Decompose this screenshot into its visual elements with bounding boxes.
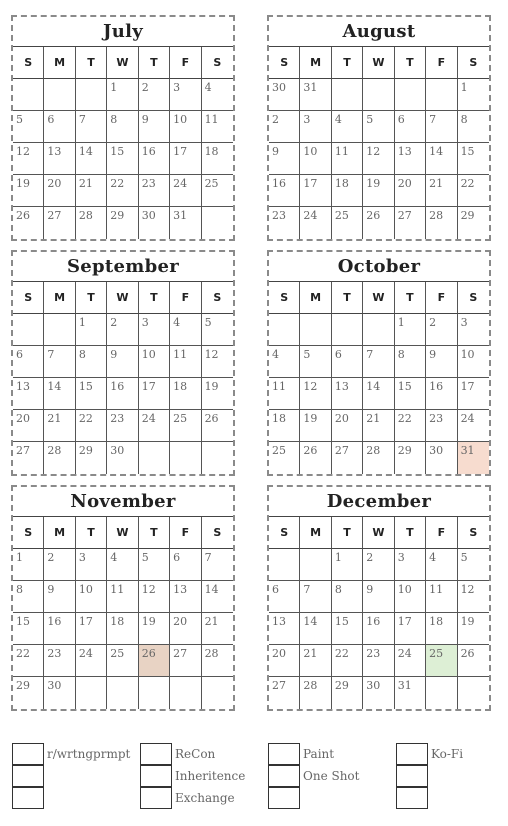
day-cell bbox=[139, 677, 170, 709]
month-november bbox=[11, 485, 235, 711]
day-cell: 19 bbox=[202, 378, 233, 410]
day-cell: 6 bbox=[13, 346, 44, 378]
day-cell: 2 bbox=[139, 79, 170, 111]
day-cell: 16 bbox=[269, 175, 300, 207]
day-cell: 9 bbox=[269, 143, 300, 175]
day-cell: 1 bbox=[395, 314, 426, 346]
day-cell: 19 bbox=[139, 613, 170, 645]
day-cell: 2 bbox=[363, 549, 394, 581]
day-cell: 2 bbox=[107, 314, 138, 346]
day-cell: 6 bbox=[269, 581, 300, 613]
weekday-header: S bbox=[202, 517, 233, 549]
weekday-header: M bbox=[44, 282, 75, 314]
day-cell: 14 bbox=[363, 378, 394, 410]
day-cell: 3 bbox=[395, 549, 426, 581]
day-cell: 23 bbox=[44, 645, 75, 677]
day-cell: 27 bbox=[13, 442, 44, 474]
day-cell: 11 bbox=[269, 378, 300, 410]
day-cell: 2 bbox=[269, 111, 300, 143]
day-cell: 18 bbox=[202, 143, 233, 175]
day-cell: 11 bbox=[170, 346, 201, 378]
legend-checkbox[interactable] bbox=[140, 765, 172, 787]
day-cell: 24 bbox=[395, 645, 426, 677]
day-cell: 18 bbox=[107, 613, 138, 645]
legend-checkbox[interactable] bbox=[396, 787, 428, 809]
day-cell: 3 bbox=[300, 111, 331, 143]
day-cell: 22 bbox=[76, 410, 107, 442]
legend-checkbox[interactable] bbox=[12, 787, 44, 809]
legend-label: Inheritence bbox=[175, 769, 246, 783]
month-title: October bbox=[269, 252, 489, 282]
day-cell: 19 bbox=[13, 175, 44, 207]
day-cell bbox=[44, 314, 75, 346]
day-cell bbox=[363, 79, 394, 111]
day-cell: 20 bbox=[269, 645, 300, 677]
day-cell: 21 bbox=[76, 175, 107, 207]
day-cell: 17 bbox=[76, 613, 107, 645]
day-cell: 17 bbox=[395, 613, 426, 645]
weekday-header: F bbox=[170, 47, 201, 79]
day-cell: 21 bbox=[300, 645, 331, 677]
day-cell: 6 bbox=[395, 111, 426, 143]
day-cell bbox=[426, 677, 457, 709]
day-cell: 23 bbox=[426, 410, 457, 442]
day-cell: 12 bbox=[363, 143, 394, 175]
day-cell: 19 bbox=[458, 613, 489, 645]
weekday-header: T bbox=[395, 47, 426, 79]
weekday-header: T bbox=[332, 282, 363, 314]
day-cell: 14 bbox=[300, 613, 331, 645]
month-title: August bbox=[269, 17, 489, 47]
day-cell: 29 bbox=[13, 677, 44, 709]
day-cell: 30 bbox=[426, 442, 457, 474]
weekday-header: S bbox=[202, 282, 233, 314]
legend-checkbox[interactable] bbox=[396, 743, 428, 765]
day-cell: 20 bbox=[332, 410, 363, 442]
month-grid bbox=[269, 282, 489, 474]
day-cell: 29 bbox=[460, 209, 475, 222]
day-cell bbox=[202, 677, 233, 709]
weekday-header: T bbox=[395, 282, 426, 314]
day-cell bbox=[332, 79, 363, 111]
day-cell: 25 bbox=[269, 442, 300, 474]
day-cell: 9 bbox=[426, 346, 457, 378]
day-cell bbox=[269, 314, 300, 346]
day-cell: 24 bbox=[139, 410, 170, 442]
day-cell bbox=[107, 677, 138, 709]
weekday-header: W bbox=[363, 47, 394, 79]
day-cell: 17 bbox=[300, 175, 331, 207]
day-cell: 18 bbox=[170, 378, 201, 410]
weekday-header: S bbox=[269, 47, 300, 79]
weekday-header: M bbox=[300, 517, 331, 549]
day-cell: 17 bbox=[170, 143, 201, 175]
day-cell: 31 bbox=[395, 677, 426, 709]
day-cell: 24 bbox=[458, 410, 489, 442]
day-cell: 16 bbox=[139, 143, 170, 175]
day-cell: 16 bbox=[363, 613, 394, 645]
day-cell: 21 bbox=[202, 613, 233, 645]
month-grid bbox=[13, 517, 233, 709]
day-cell: 3 bbox=[170, 79, 201, 111]
day-cell: 21 bbox=[426, 175, 457, 207]
day-cell: 13 bbox=[269, 613, 300, 645]
weekday-header: F bbox=[170, 282, 201, 314]
weekday-header: M bbox=[44, 47, 75, 79]
day-cell bbox=[170, 442, 201, 474]
day-cell: 3 bbox=[139, 314, 170, 346]
day-cell: 18 bbox=[426, 613, 457, 645]
day-cell: 10 bbox=[76, 581, 107, 613]
day-cell bbox=[269, 549, 300, 581]
day-cell: 4 bbox=[170, 314, 201, 346]
day-cell: 14 bbox=[426, 143, 457, 175]
weekday-header: W bbox=[107, 282, 138, 314]
day-cell: 28 bbox=[44, 442, 75, 474]
day-cell: 29 bbox=[332, 677, 363, 709]
day-cell: 7 bbox=[76, 111, 107, 143]
day-cell: 16 bbox=[44, 613, 75, 645]
day-cell: 25 bbox=[107, 645, 138, 677]
day-cell: 21 bbox=[44, 410, 75, 442]
day-cell: 6 bbox=[332, 346, 363, 378]
day-cell: 8 bbox=[332, 581, 363, 613]
day-cell: 17 bbox=[458, 378, 489, 410]
day-cell: 22 bbox=[458, 175, 489, 207]
day-cell: 5 bbox=[363, 111, 394, 143]
legend-checkbox[interactable] bbox=[268, 787, 300, 809]
day-cell: 6 bbox=[44, 111, 75, 143]
legend-label: ReCon bbox=[175, 747, 216, 761]
day-cell: 13 bbox=[44, 143, 75, 175]
day-cell: 25 bbox=[202, 175, 233, 207]
weekday-header: S bbox=[458, 282, 489, 314]
day-cell: 10 bbox=[395, 581, 426, 613]
weekday-header: S bbox=[458, 517, 489, 549]
day-cell: 1 bbox=[107, 79, 138, 111]
day-cell: 5 bbox=[300, 346, 331, 378]
month-july bbox=[11, 15, 235, 241]
weekday-header: F bbox=[426, 47, 457, 79]
day-cell: 11 bbox=[426, 581, 457, 613]
day-cell bbox=[202, 442, 233, 474]
month-title: September bbox=[13, 252, 233, 282]
day-cell: 26 bbox=[363, 207, 394, 239]
day-cell: 4 bbox=[269, 346, 300, 378]
day-cell: 27 bbox=[170, 645, 201, 677]
day-cell: 15 bbox=[107, 143, 138, 175]
day-cell: 14 bbox=[44, 378, 75, 410]
day-cell: 18 bbox=[269, 410, 300, 442]
month-grid bbox=[13, 47, 233, 239]
day-cell: 8 bbox=[13, 581, 44, 613]
day-cell: 7 bbox=[202, 549, 233, 581]
day-cell: 12 bbox=[139, 581, 170, 613]
day-cell: 13 bbox=[332, 378, 363, 410]
month-december bbox=[267, 485, 491, 711]
day-cell: 24 bbox=[170, 175, 201, 207]
day-cell: 23 bbox=[139, 175, 170, 207]
day-cell: 31 bbox=[300, 79, 331, 111]
weekday-header: F bbox=[426, 517, 457, 549]
day-cell: 1 bbox=[13, 549, 44, 581]
legend-checkbox[interactable] bbox=[140, 743, 172, 765]
day-cell: 26 bbox=[139, 645, 170, 677]
day-cell: 23 bbox=[363, 645, 394, 677]
day-cell bbox=[458, 677, 489, 709]
day-cell: 8 bbox=[76, 346, 107, 378]
legend-label: Paint bbox=[303, 747, 335, 761]
day-cell: 28 bbox=[76, 207, 107, 239]
day-cell: 24 bbox=[300, 207, 331, 239]
day-cell bbox=[300, 549, 331, 581]
day-cell: 10 bbox=[139, 346, 170, 378]
day-cell: 15 bbox=[458, 143, 489, 175]
day-cell: 25 bbox=[332, 207, 363, 239]
day-cell bbox=[13, 314, 44, 346]
day-cell: 12 bbox=[300, 378, 331, 410]
day-cell: 25 bbox=[426, 645, 457, 677]
weekday-header: M bbox=[300, 47, 331, 79]
weekday-header: S bbox=[269, 282, 300, 314]
day-cell: 13 bbox=[13, 378, 44, 410]
day-cell: 29 bbox=[395, 442, 426, 474]
day-cell: 19 bbox=[300, 410, 331, 442]
day-cell: 2 bbox=[426, 314, 457, 346]
day-cell: 24 bbox=[76, 645, 107, 677]
day-cell: 26 bbox=[458, 645, 489, 677]
day-cell: 2 bbox=[44, 549, 75, 581]
day-cell: 25 bbox=[170, 410, 201, 442]
day-cell: 3 bbox=[458, 314, 489, 346]
day-cell: 30 bbox=[44, 677, 75, 709]
legend-checkbox[interactable] bbox=[268, 743, 300, 765]
day-cell: 26 bbox=[202, 410, 233, 442]
day-cell: 21 bbox=[363, 410, 394, 442]
month-grid bbox=[269, 517, 489, 709]
month-august bbox=[267, 15, 491, 241]
day-cell: 14 bbox=[76, 143, 107, 175]
day-cell bbox=[300, 314, 331, 346]
legend-label: Exchange bbox=[175, 791, 235, 805]
weekday-header: S bbox=[458, 47, 489, 79]
day-cell: 20 bbox=[170, 613, 201, 645]
day-cell: 11 bbox=[107, 581, 138, 613]
month-title: July bbox=[13, 17, 233, 47]
month-title: November bbox=[13, 487, 233, 517]
day-cell: 9 bbox=[139, 111, 170, 143]
weekday-header: T bbox=[76, 282, 107, 314]
day-cell: 1 bbox=[76, 314, 107, 346]
day-cell: 7 bbox=[363, 346, 394, 378]
day-cell: 28 bbox=[202, 645, 233, 677]
day-cell: 18 bbox=[332, 175, 363, 207]
day-cell: 1 bbox=[458, 79, 489, 111]
day-cell: 11 bbox=[332, 143, 363, 175]
day-cell: 30 bbox=[269, 79, 300, 111]
day-cell: 29 bbox=[107, 207, 138, 239]
weekday-header: T bbox=[139, 517, 170, 549]
day-cell bbox=[363, 314, 394, 346]
legend-checkbox[interactable] bbox=[268, 765, 300, 787]
weekday-header: T bbox=[332, 517, 363, 549]
day-cell: 23 bbox=[107, 410, 138, 442]
day-cell: 16 bbox=[107, 378, 138, 410]
day-cell: 8 bbox=[458, 111, 489, 143]
day-cell: 20 bbox=[395, 175, 426, 207]
month-september bbox=[11, 250, 235, 476]
weekday-header: S bbox=[13, 47, 44, 79]
day-cell bbox=[139, 442, 170, 474]
day-cell: 27 bbox=[44, 207, 75, 239]
day-cell: 17 bbox=[139, 378, 170, 410]
weekday-header: W bbox=[107, 517, 138, 549]
day-cell bbox=[426, 79, 457, 111]
day-cell: 27 bbox=[269, 677, 300, 709]
month-grid bbox=[269, 47, 489, 239]
weekday-header: T bbox=[139, 282, 170, 314]
day-cell: 9 bbox=[363, 581, 394, 613]
day-cell: 22 bbox=[332, 645, 363, 677]
weekday-header: S bbox=[269, 517, 300, 549]
day-cell: 15 bbox=[13, 613, 44, 645]
day-cell: 30 bbox=[363, 677, 394, 709]
legend-checkbox[interactable] bbox=[12, 765, 44, 787]
weekday-header: W bbox=[363, 282, 394, 314]
day-cell bbox=[13, 79, 44, 111]
day-cell: 30 bbox=[107, 442, 138, 474]
day-cell: 7 bbox=[426, 111, 457, 143]
legend-label: r/wrtngprmpt bbox=[47, 747, 131, 761]
day-cell: 6 bbox=[170, 549, 201, 581]
day-cell bbox=[76, 677, 107, 709]
day-cell bbox=[395, 79, 426, 111]
day-cell bbox=[332, 314, 363, 346]
day-cell: 22 bbox=[107, 175, 138, 207]
weekday-header: F bbox=[426, 282, 457, 314]
day-cell: 23 bbox=[269, 207, 300, 239]
day-cell: 5 bbox=[13, 111, 44, 143]
day-cell: 4 bbox=[202, 79, 233, 111]
day-cell: 3 bbox=[76, 549, 107, 581]
month-october bbox=[267, 250, 491, 476]
day-cell: 11 bbox=[202, 111, 233, 143]
day-cell: 14 bbox=[202, 581, 233, 613]
weekday-header: M bbox=[300, 282, 331, 314]
day-cell: 15 bbox=[76, 378, 107, 410]
day-cell: 28 bbox=[300, 677, 331, 709]
legend-checkbox[interactable] bbox=[396, 765, 428, 787]
day-cell: 13 bbox=[170, 581, 201, 613]
month-grid bbox=[13, 282, 233, 474]
weekday-header: T bbox=[332, 47, 363, 79]
weekday-header: W bbox=[107, 47, 138, 79]
legend-label: One Shot bbox=[303, 769, 360, 783]
day-cell: 28 bbox=[426, 207, 457, 239]
day-cell: 26 bbox=[13, 207, 44, 239]
day-cell: 1 bbox=[332, 549, 363, 581]
day-cell: 16 bbox=[426, 378, 457, 410]
day-cell: 5 bbox=[202, 314, 233, 346]
day-cell bbox=[202, 207, 233, 239]
day-cell: 7 bbox=[44, 346, 75, 378]
day-cell: 7 bbox=[300, 581, 331, 613]
day-cell: 4 bbox=[426, 549, 457, 581]
day-cell: 12 bbox=[13, 143, 44, 175]
day-cell bbox=[76, 79, 107, 111]
weekday-header: S bbox=[13, 282, 44, 314]
weekday-header: S bbox=[202, 47, 233, 79]
day-cell: 12 bbox=[202, 346, 233, 378]
day-cell: 19 bbox=[363, 175, 394, 207]
day-cell: 15 bbox=[332, 613, 363, 645]
day-cell: 15 bbox=[395, 378, 426, 410]
weekday-header: F bbox=[170, 517, 201, 549]
day-cell: 10 bbox=[300, 143, 331, 175]
day-cell: 27 bbox=[395, 207, 426, 239]
day-cell: 28 bbox=[363, 442, 394, 474]
weekday-header: S bbox=[13, 517, 44, 549]
month-title: December bbox=[269, 487, 489, 517]
weekday-header: T bbox=[76, 517, 107, 549]
day-cell: 4 bbox=[107, 549, 138, 581]
day-cell: 22 bbox=[13, 645, 44, 677]
day-cell: 31 bbox=[458, 442, 489, 474]
day-cell: 22 bbox=[395, 410, 426, 442]
day-cell: 20 bbox=[44, 175, 75, 207]
weekday-header: M bbox=[44, 517, 75, 549]
day-cell: 9 bbox=[107, 346, 138, 378]
weekday-header: T bbox=[139, 47, 170, 79]
day-cell: 13 bbox=[395, 143, 426, 175]
day-cell: 31 bbox=[170, 207, 201, 239]
day-cell: 30 bbox=[139, 207, 170, 239]
day-cell: 26 bbox=[300, 442, 331, 474]
day-cell: 4 bbox=[332, 111, 363, 143]
weekday-header: T bbox=[395, 517, 426, 549]
weekday-header: W bbox=[363, 517, 394, 549]
day-cell: 12 bbox=[458, 581, 489, 613]
day-cell: 8 bbox=[395, 346, 426, 378]
day-cell: 29 bbox=[76, 442, 107, 474]
day-cell: 10 bbox=[170, 111, 201, 143]
day-cell bbox=[170, 677, 201, 709]
legend-label: Ko-Fi bbox=[431, 747, 464, 761]
legend-checkbox[interactable] bbox=[12, 743, 44, 765]
legend-checkbox[interactable] bbox=[140, 787, 172, 809]
day-cell bbox=[44, 79, 75, 111]
day-cell: 5 bbox=[139, 549, 170, 581]
weekday-header: T bbox=[76, 47, 107, 79]
day-cell: 20 bbox=[13, 410, 44, 442]
day-cell: 10 bbox=[458, 346, 489, 378]
day-cell: 9 bbox=[44, 581, 75, 613]
day-cell: 5 bbox=[458, 549, 489, 581]
day-cell: 27 bbox=[332, 442, 363, 474]
day-cell: 8 bbox=[107, 111, 138, 143]
